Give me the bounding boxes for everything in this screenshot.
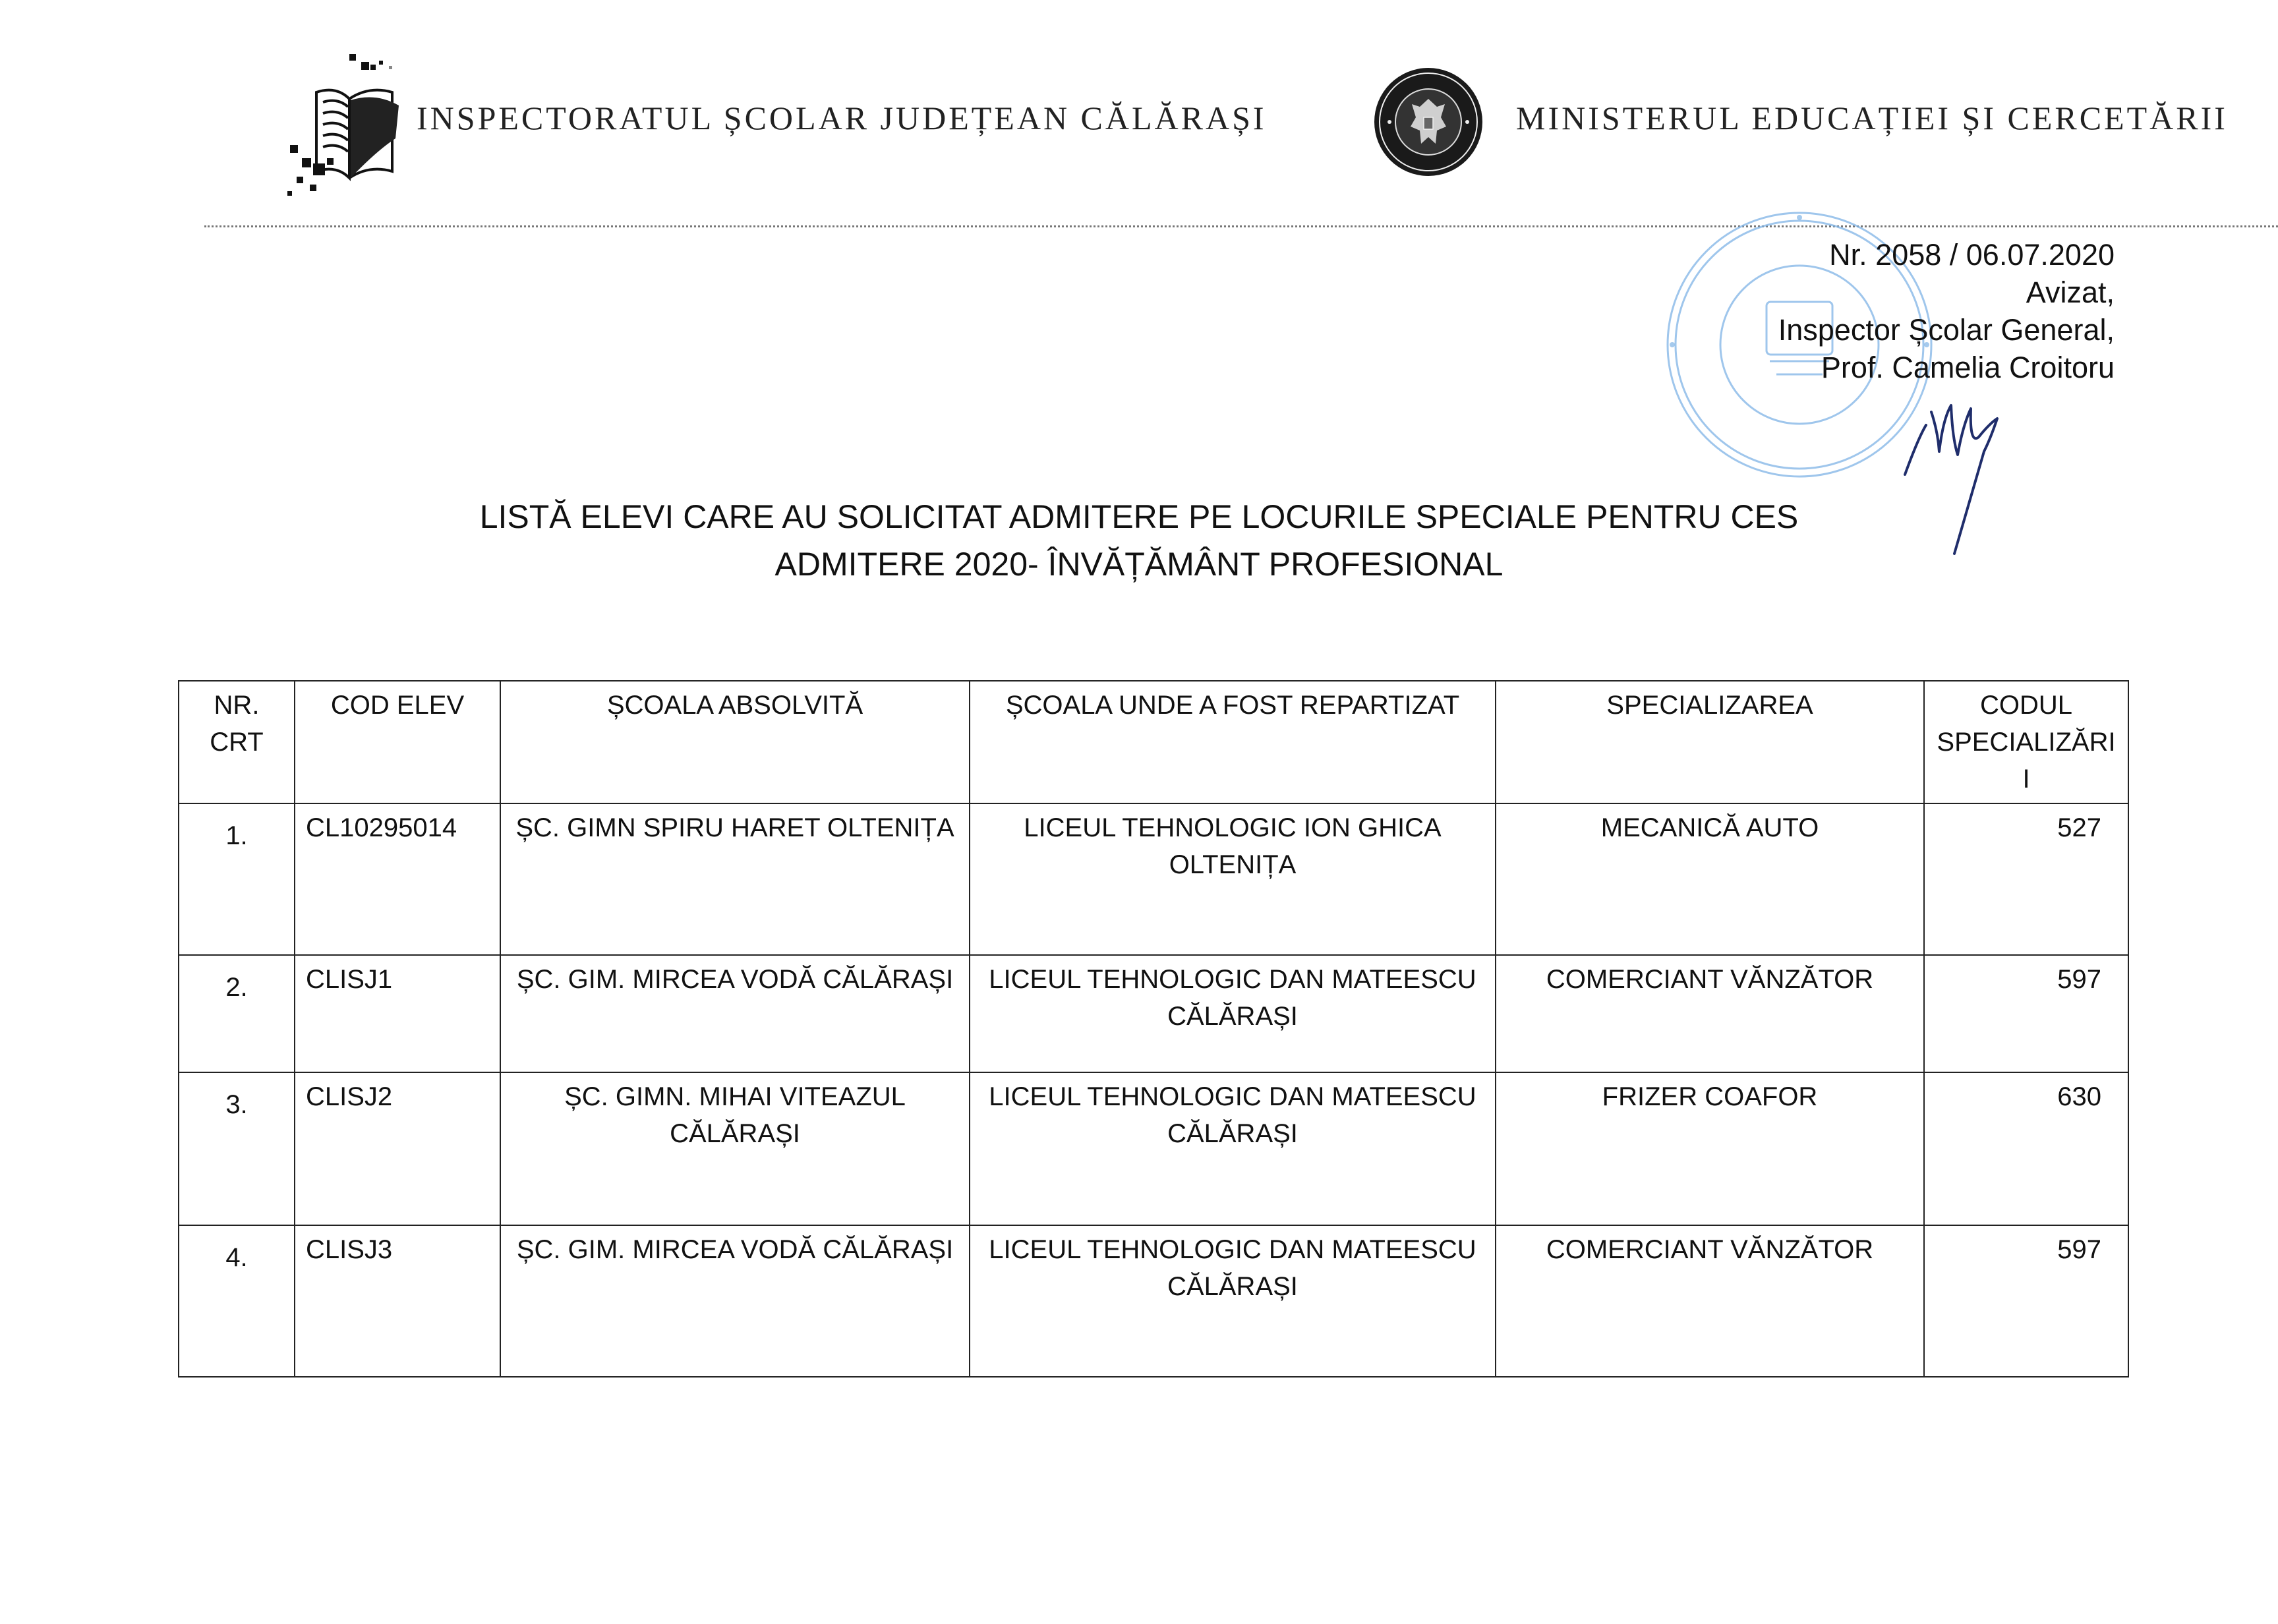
- header-specializarea: SPECIALIZAREA: [1496, 681, 1924, 803]
- cell-specializarea: COMERCIANT VĂNZĂTOR: [1496, 955, 1924, 1072]
- table-row: [179, 1225, 2128, 1377]
- cell-specializarea: FRIZER COAFOR: [1496, 1072, 1924, 1225]
- cell-scoala-repartizat: LICEUL TEHNOLOGIC ION GHICA OLTENIȚA: [970, 803, 1496, 955]
- cell-codul: 597: [1924, 1225, 2128, 1377]
- table-header-row: [179, 681, 2128, 803]
- cell-cod-elev: CLISJ2: [295, 1072, 500, 1225]
- cell-scoala-repartizat: LICEUL TEHNOLOGIC DAN MATEESCU CĂLĂRAȘI: [970, 1225, 1496, 1377]
- title-line-1: LISTĂ ELEVI CARE AU SOLICITAT ADMITERE PE LOCURILE SPECIALE PENTRU CES: [479, 498, 1799, 535]
- table-row: [179, 803, 2128, 955]
- admissions-table: [178, 680, 2129, 1378]
- approver-role: Inspector Școlar General,: [1778, 313, 2115, 347]
- approver-name: Prof. Camelia Croitoru: [1821, 351, 2115, 384]
- isj-institution-name: INSPECTORATUL ȘCOLAR JUDEȚEAN CĂLĂRAȘI: [417, 100, 1267, 136]
- government-seal-icon: [1372, 66, 1484, 178]
- table-row: [179, 955, 2128, 1072]
- cell-nr: 3.: [179, 1072, 295, 1225]
- ministry-name: MINISTERUL EDUCAȚIEI ȘI CERCETĂRII: [1516, 100, 2228, 136]
- cell-codul: 527: [1924, 803, 2128, 955]
- cell-cod-elev: CLISJ3: [295, 1225, 500, 1377]
- header-divider: [204, 225, 2278, 227]
- cell-scoala-absolvita: ȘC. GIM. MIRCEA VODĂ CĂLĂRAȘI: [500, 1225, 970, 1377]
- cell-scoala-absolvita: ȘC. GIM. MIRCEA VODĂ CĂLĂRAȘI: [500, 955, 970, 1072]
- header-scoala-repartizat: ȘCOALA UNDE A FOST REPARTIZAT: [970, 681, 1496, 803]
- registration-number: Nr. 2058 / 06.07.2020: [1829, 238, 2115, 272]
- header-codul-specializarii: CODUL SPECIALIZĂRII: [1924, 681, 2128, 803]
- cell-codul: 597: [1924, 955, 2128, 1072]
- cell-scoala-absolvita: ȘC. GIMN SPIRU HARET OLTENIȚA: [500, 803, 970, 955]
- cell-nr: 4.: [179, 1225, 295, 1377]
- header-nr-crt: NR. CRT: [179, 681, 295, 803]
- cell-nr: 2.: [179, 955, 295, 1072]
- approval-label: Avizat,: [2026, 276, 2115, 309]
- cell-specializarea: COMERCIANT VĂNZĂTOR: [1496, 1225, 1924, 1377]
- cell-cod-elev: CL10295014: [295, 803, 500, 955]
- cell-specializarea: MECANICĂ AUTO: [1496, 803, 1924, 955]
- cell-scoala-absolvita: ȘC. GIMN. MIHAI VITEAZUL CĂLĂRAȘI: [500, 1072, 970, 1225]
- header-cod-elev: COD ELEV: [295, 681, 500, 803]
- cell-scoala-repartizat: LICEUL TEHNOLOGIC DAN MATEESCU CĂLĂRAȘI: [970, 955, 1496, 1072]
- cell-cod-elev: CLISJ1: [295, 955, 500, 1072]
- isj-logo-icon: [277, 53, 422, 204]
- document-title: [0, 493, 2278, 588]
- cell-codul: 630: [1924, 1072, 2128, 1225]
- approval-block: [1778, 236, 2115, 386]
- title-line-2: ADMITERE 2020- ÎNVĂȚĂMÂNT PROFESIONAL: [774, 546, 1504, 583]
- cell-scoala-repartizat: LICEUL TEHNOLOGIC DAN MATEESCU CĂLĂRAȘI: [970, 1072, 1496, 1225]
- header-scoala-absolvita: ȘCOALA ABSOLVITĂ: [500, 681, 970, 803]
- table-row: [179, 1072, 2128, 1225]
- cell-nr: 1.: [179, 803, 295, 955]
